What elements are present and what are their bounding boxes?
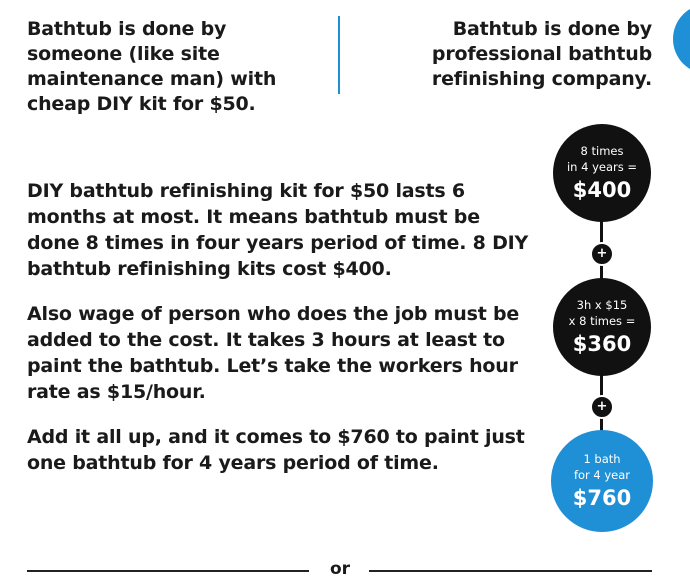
or-separator-label: or bbox=[329, 559, 351, 579]
plus-icon: + bbox=[590, 242, 614, 266]
labor-cost-circle bbox=[553, 278, 651, 376]
total-cost-circle bbox=[551, 430, 653, 532]
plus-icon: + bbox=[590, 395, 614, 419]
kit-cost-amount: $400 bbox=[572, 177, 632, 202]
total-cost-paragraph: Add it all up, and it comes to $760 to paint just one bathtub for 4 years period of time. bbox=[27, 426, 525, 474]
header-divider bbox=[338, 16, 340, 94]
total-cost-amount: $760 bbox=[572, 485, 632, 510]
total-cost-line2: for 4 year bbox=[573, 467, 631, 482]
kit-cost-circle bbox=[553, 124, 651, 222]
kit-cost-paragraph: DIY bathtub refinishing kit for $50 lasts 6 months at most. It means bathtub must be done 8 times in four years period of time. 8 DIY bathtub refinishing kits cost $400. bbox=[27, 180, 529, 280]
total-cost-line1: 1 bath bbox=[583, 451, 621, 466]
separator-rule-left bbox=[27, 570, 309, 572]
labor-cost-amount: $360 bbox=[572, 331, 632, 356]
labor-cost-paragraph: Also wage of person who does the job must be added to the cost. It takes 3 hours at least to paint the bathtub. Let’s take the workers hour rate as $15/hour. bbox=[27, 303, 520, 403]
labor-cost-line1: 3h x $15 bbox=[576, 297, 628, 312]
decorative-blue-circle bbox=[673, 4, 690, 74]
kit-cost-line2: in 4 years = bbox=[566, 159, 638, 174]
diy-option-heading: Bathtub is done by someone (like site maintenance man) with cheap DIY kit for $50. bbox=[27, 18, 277, 115]
separator-rule-right bbox=[369, 570, 652, 572]
labor-cost-line2: x 8 times = bbox=[568, 313, 636, 328]
kit-cost-line1: 8 times bbox=[580, 143, 624, 158]
professional-option-heading: Bathtub is done by professional bathtub refinishing company. bbox=[431, 18, 652, 90]
